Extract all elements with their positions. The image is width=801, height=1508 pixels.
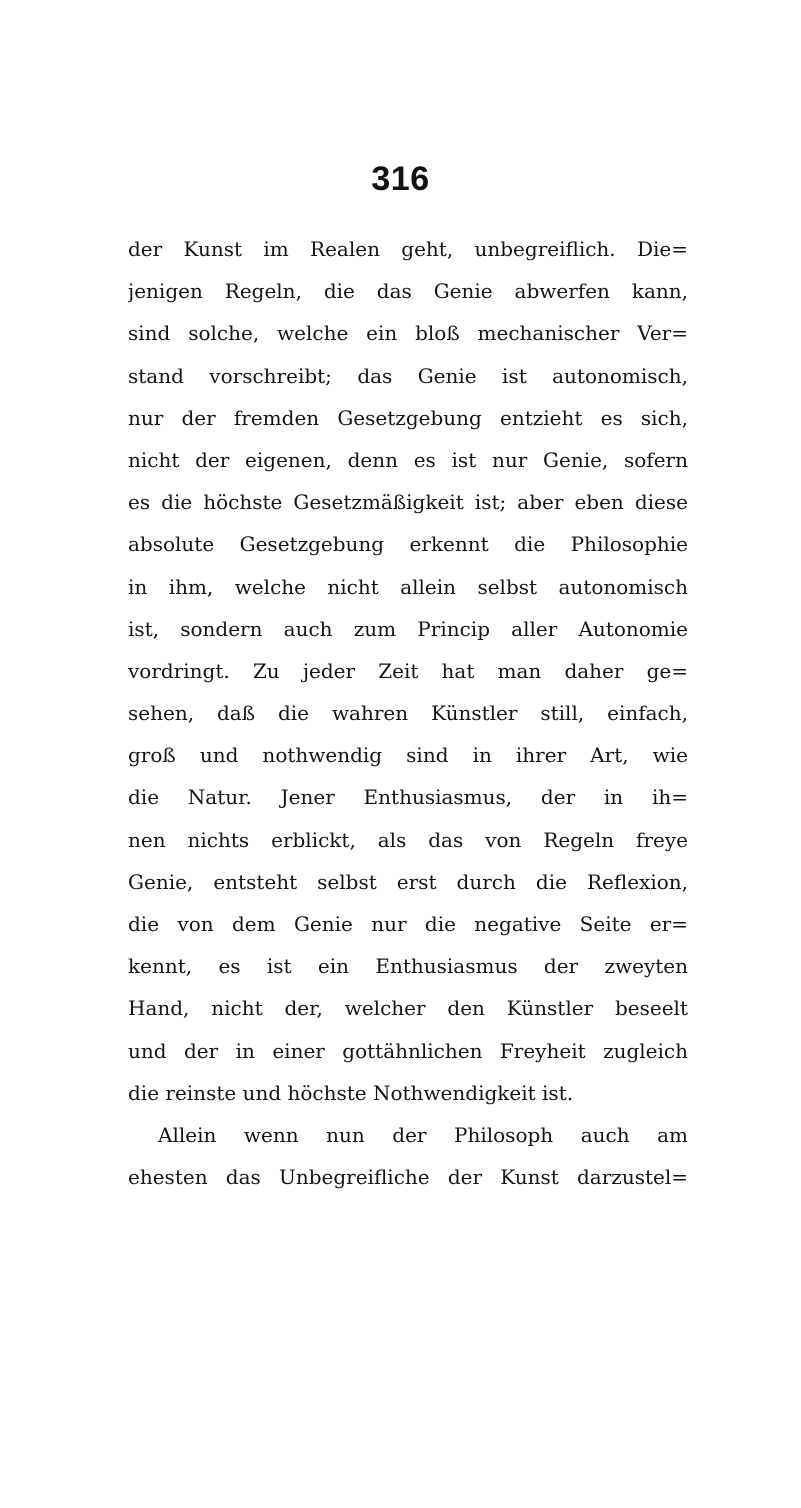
text-line: es die höchste Gesetzmäßigkeit ist; aber eben diese — [128, 490, 688, 515]
text-line: ehesten das Unbegreifliche der Kunst darzustel= — [128, 1165, 688, 1190]
text-line: und der in einer gottähnlichen Freyheit zugleich — [128, 1038, 688, 1063]
body-text — [128, 228, 688, 1198]
text-line: die Natur. Jener Enthusiasmus, der in ih= — [128, 785, 688, 810]
text-line: absolute Gesetzgebung erkennt die Philosophie — [128, 532, 688, 557]
text-line: jenigen Regeln, die das Genie abwerfen kann, — [128, 279, 688, 304]
text-line: nur der fremden Gesetzgebung entzieht es sich, — [128, 405, 688, 430]
text-line: ist, sondern auch zum Princip aller Autonomie — [128, 616, 688, 641]
text-line: die reinste und höchste Nothwendigkeit ist. — [128, 1080, 574, 1105]
text-line: Allein wenn nun der Philosoph auch am — [158, 1122, 688, 1147]
page-number: 316 — [371, 160, 430, 198]
text-line: sehen, daß die wahren Künstler still, einfach, — [128, 701, 688, 726]
text-line: in ihm, welche nicht allein selbst autonomisch — [128, 574, 688, 599]
text-line: Genie, entsteht selbst erst durch die Reflexion, — [128, 869, 688, 894]
text-line: sind solche, welche ein bloß mechanischer Ver= — [128, 321, 688, 346]
text-line: nicht der eigenen, denn es ist nur Genie, sofern — [128, 447, 688, 472]
text-line: vordringt. Zu jeder Zeit hat man daher ge= — [128, 658, 688, 683]
text-line: nen nichts erblickt, als das von Regeln freye — [128, 827, 688, 852]
text-line: stand vorschreibt; das Genie ist autonomisch, — [128, 363, 688, 388]
text-line: kennt, es ist ein Enthusiasmus der zweyten — [128, 954, 688, 979]
text-line: Hand, nicht der, welcher den Künstler beseelt — [128, 996, 688, 1021]
text-line: groß und nothwendig sind in ihrer Art, wie — [128, 743, 688, 768]
text-line: der Kunst im Realen geht, unbegreiflich. Die= — [128, 237, 688, 261]
text-line: die von dem Genie nur die negative Seite er= — [128, 912, 688, 936]
